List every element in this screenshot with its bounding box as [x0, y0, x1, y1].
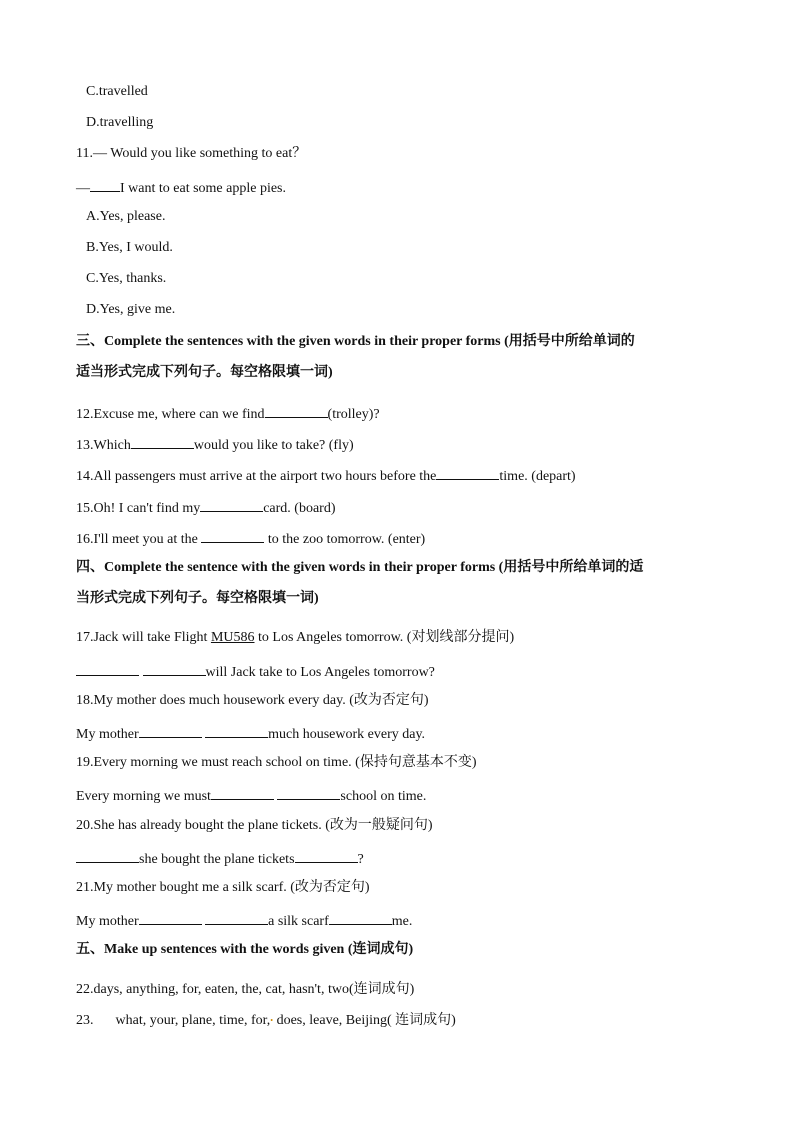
question-13: 13.Which would you like to take? (fly) — [76, 434, 354, 455]
answer-blank[interactable] — [211, 785, 274, 800]
underlined-flight-number: MU586 — [210, 630, 255, 645]
answer-blank[interactable] — [436, 465, 499, 480]
answer-blank[interactable] — [76, 661, 139, 676]
question-23-number: 23. — [76, 1013, 94, 1029]
question-20-answer: she bought the plane tickets ? — [76, 848, 364, 869]
answer-blank[interactable] — [200, 497, 263, 512]
answer-blank[interactable] — [131, 434, 194, 449]
answer-blank[interactable] — [205, 723, 268, 738]
question-16: 16.I'll meet you at the to the zoo tomorrow. (enter) — [76, 528, 425, 549]
question-20: 20.She has already bought the plane tickets. (改为一般疑问句) — [76, 818, 433, 833]
option-c-travelled: C.travelled — [86, 84, 148, 99]
question-11-stem: 11.— Would you like something to eat？ — [76, 146, 307, 161]
question-21-answer: My mother a silk scarf me. — [76, 910, 412, 931]
answer-blank[interactable] — [139, 723, 202, 738]
section-4-heading-cont: 当形式完成下列句子。每空格限填一词) — [76, 591, 319, 606]
question-18: 18.My mother does much housework every day. (改为否定句) — [76, 693, 429, 708]
q11-option-d: D.Yes, give me. — [86, 302, 176, 317]
q11-option-b: B.Yes, I would. — [86, 240, 173, 255]
q11-option-c: C.Yes, thanks. — [86, 271, 167, 286]
question-11-answer-line — [76, 177, 286, 198]
section-5-heading: 五、Make up sentences with the words given (连词成句) — [76, 942, 414, 957]
question-23: 23. what, your, plane, time, for,• does, leave, Beijing( 连词成句) — [76, 1013, 456, 1029]
answer-blank[interactable] — [329, 910, 392, 925]
question-19-answer: Every morning we must school on time. — [76, 785, 426, 806]
answer-blank[interactable] — [90, 177, 120, 192]
q11-option-a: A.Yes, please. — [86, 209, 166, 224]
question-18-answer: My mother much housework every day. — [76, 723, 425, 744]
dash: — — [76, 181, 90, 196]
question-17: 17.Jack will take Flight MU586 to Los Angeles tomorrow. (对划线部分提问) — [76, 630, 515, 645]
answer-blank[interactable] — [76, 848, 139, 863]
answer-blank[interactable] — [139, 910, 202, 925]
question-17-answer: will Jack take to Los Angeles tomorrow? — [76, 661, 435, 682]
dot-mark-icon: • — [270, 1016, 274, 1025]
question-21: 21.My mother bought me a silk scarf. (改为否定句) — [76, 880, 370, 895]
answer-blank[interactable] — [205, 910, 268, 925]
answer-blank[interactable] — [201, 528, 264, 543]
question-22: 22.days, anything, for, eaten, the, cat, hasn't, two(连词成句) — [76, 982, 415, 997]
answer-text: I want to eat some apple pies. — [120, 181, 287, 196]
answer-blank[interactable] — [277, 785, 340, 800]
question-12: 12.Excuse me, where can we find (trolley)? — [76, 403, 380, 424]
answer-blank[interactable] — [143, 661, 206, 676]
question-14: 14.All passengers must arrive at the airport two hours before the time. (depart) — [76, 465, 576, 486]
question-15: 15.Oh! I can't find my card. (board) — [76, 497, 336, 518]
option-d-travelling: D.travelling — [86, 115, 154, 130]
question-19: 19.Every morning we must reach school on time. (保持句意基本不变) — [76, 755, 477, 770]
section-4-heading: 四、Complete the sentence with the given words in their proper forms (用括号中所给单词的适 — [76, 560, 644, 575]
section-3-heading: 三、Complete the sentences with the given words in their proper forms (用括号中所给单词的 — [76, 334, 635, 349]
answer-blank[interactable] — [295, 848, 358, 863]
answer-blank[interactable] — [265, 403, 328, 418]
section-3-heading-cont: 适当形式完成下列句子。每空格限填一词) — [76, 365, 333, 380]
